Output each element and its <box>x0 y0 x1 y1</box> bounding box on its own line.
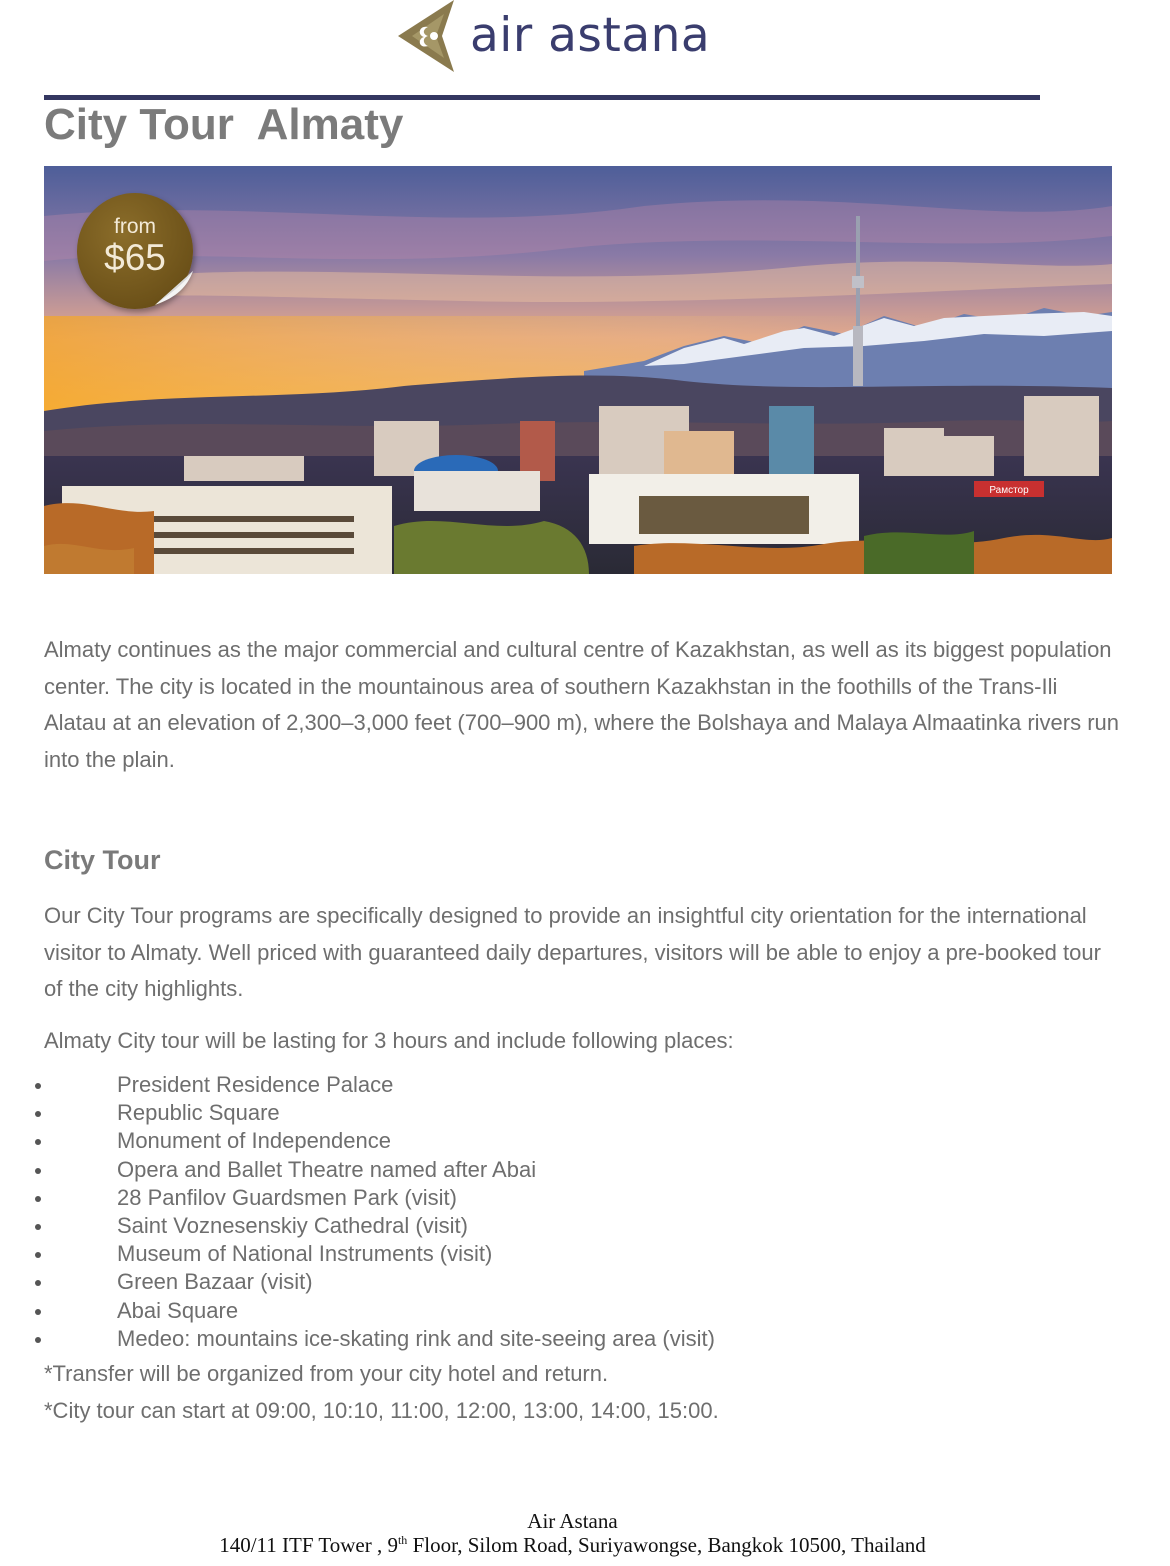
price-amount: $65 <box>104 237 166 278</box>
bullet-icon <box>35 1196 41 1202</box>
logo-wordmark: air astana <box>470 7 711 63</box>
bullet-icon <box>35 1309 41 1315</box>
place-name: Opera and Ballet Theatre named after Abai <box>117 1156 537 1182</box>
place-name: Green Bazaar (visit) <box>117 1269 313 1295</box>
list-item <box>30 1268 715 1296</box>
section-heading-city-tour: City Tour <box>44 845 161 875</box>
places-list <box>30 1071 715 1353</box>
list-item <box>30 1156 715 1184</box>
footer-address <box>0 1533 1145 1558</box>
bullet-icon <box>35 1280 41 1286</box>
place-name: President Residence Palace <box>117 1072 394 1097</box>
place-name: Republic Square <box>117 1100 280 1126</box>
bullet-icon <box>35 1224 41 1230</box>
list-item <box>30 1184 715 1212</box>
footer-company: Air Astana <box>527 1509 618 1533</box>
address-ordinal-suffix: th <box>397 1533 408 1547</box>
air-astana-logo <box>396 0 710 72</box>
air-astana-emblem-icon <box>396 0 462 72</box>
price-badge <box>77 193 193 309</box>
place-name: 28 Panfilov Guardsmen Park (visit) <box>117 1184 457 1210</box>
place-name: Saint Voznesenskiy Cathedral (visit) <box>117 1212 468 1238</box>
place-name: Medeo: mountains ice-skating rink and site-seeing area (visit) <box>117 1325 715 1351</box>
address-part-1: 140/11 ITF Tower , 9 <box>219 1533 398 1557</box>
bullet-icon <box>35 1168 41 1174</box>
bullet-icon <box>35 1252 41 1258</box>
bullet-icon <box>35 1337 41 1343</box>
bullet-icon <box>35 1139 41 1145</box>
list-item <box>30 1212 715 1240</box>
place-name: Museum of National Instruments (visit) <box>117 1241 493 1267</box>
list-item <box>30 1071 715 1099</box>
transfer-note: *Transfer will be organized from your city hotel and return. <box>44 1361 609 1386</box>
address-part-2: Floor, Silom Road, Suriyawongse, Bangkok 10500, Thailand <box>407 1533 926 1557</box>
list-item <box>30 1240 715 1268</box>
list-item <box>30 1325 715 1353</box>
intro-paragraph: Almaty continues as the major commercial and cultural centre of Kazakhstan, as well as its biggest population center. The city is located in the mountainous area of southern Kazakhstan in the foothills of the Trans-Ili Alatau at an elevation of 2,300–3,000 feet (700–900 m), where the Bolshaya and Malaya Almaatinka rivers run into the plain. <box>44 637 1120 772</box>
list-intro: Almaty City tour will be lasting for 3 hours and include following places: <box>44 1028 734 1053</box>
page-curl-icon <box>147 271 193 305</box>
city-tour-paragraph: Our City Tour programs are specifically designed to provide an insightful city orientation for the international visitor to Almaty. Well priced with guaranteed daily departures, visitors will be able to enjoy a pre-booked tour of the city highlights. <box>44 903 1101 1001</box>
bullet-icon <box>35 1111 41 1117</box>
page-title: City Tour Almaty <box>44 100 404 149</box>
bullet-icon <box>35 1083 41 1089</box>
place-name: Abai Square <box>117 1297 239 1323</box>
place-name: Monument of Independence <box>117 1128 391 1154</box>
list-item <box>30 1297 715 1325</box>
list-item <box>30 1099 715 1127</box>
start-times-note: *City tour can start at 09:00, 10:10, 11:00, 12:00, 13:00, 14:00, 15:00. <box>44 1398 719 1423</box>
list-item <box>30 1127 715 1155</box>
hero-image-almaty-skyline <box>44 166 1112 574</box>
ramstor-sign: Рамстор <box>989 485 1029 496</box>
price-from-label: from <box>114 215 156 238</box>
